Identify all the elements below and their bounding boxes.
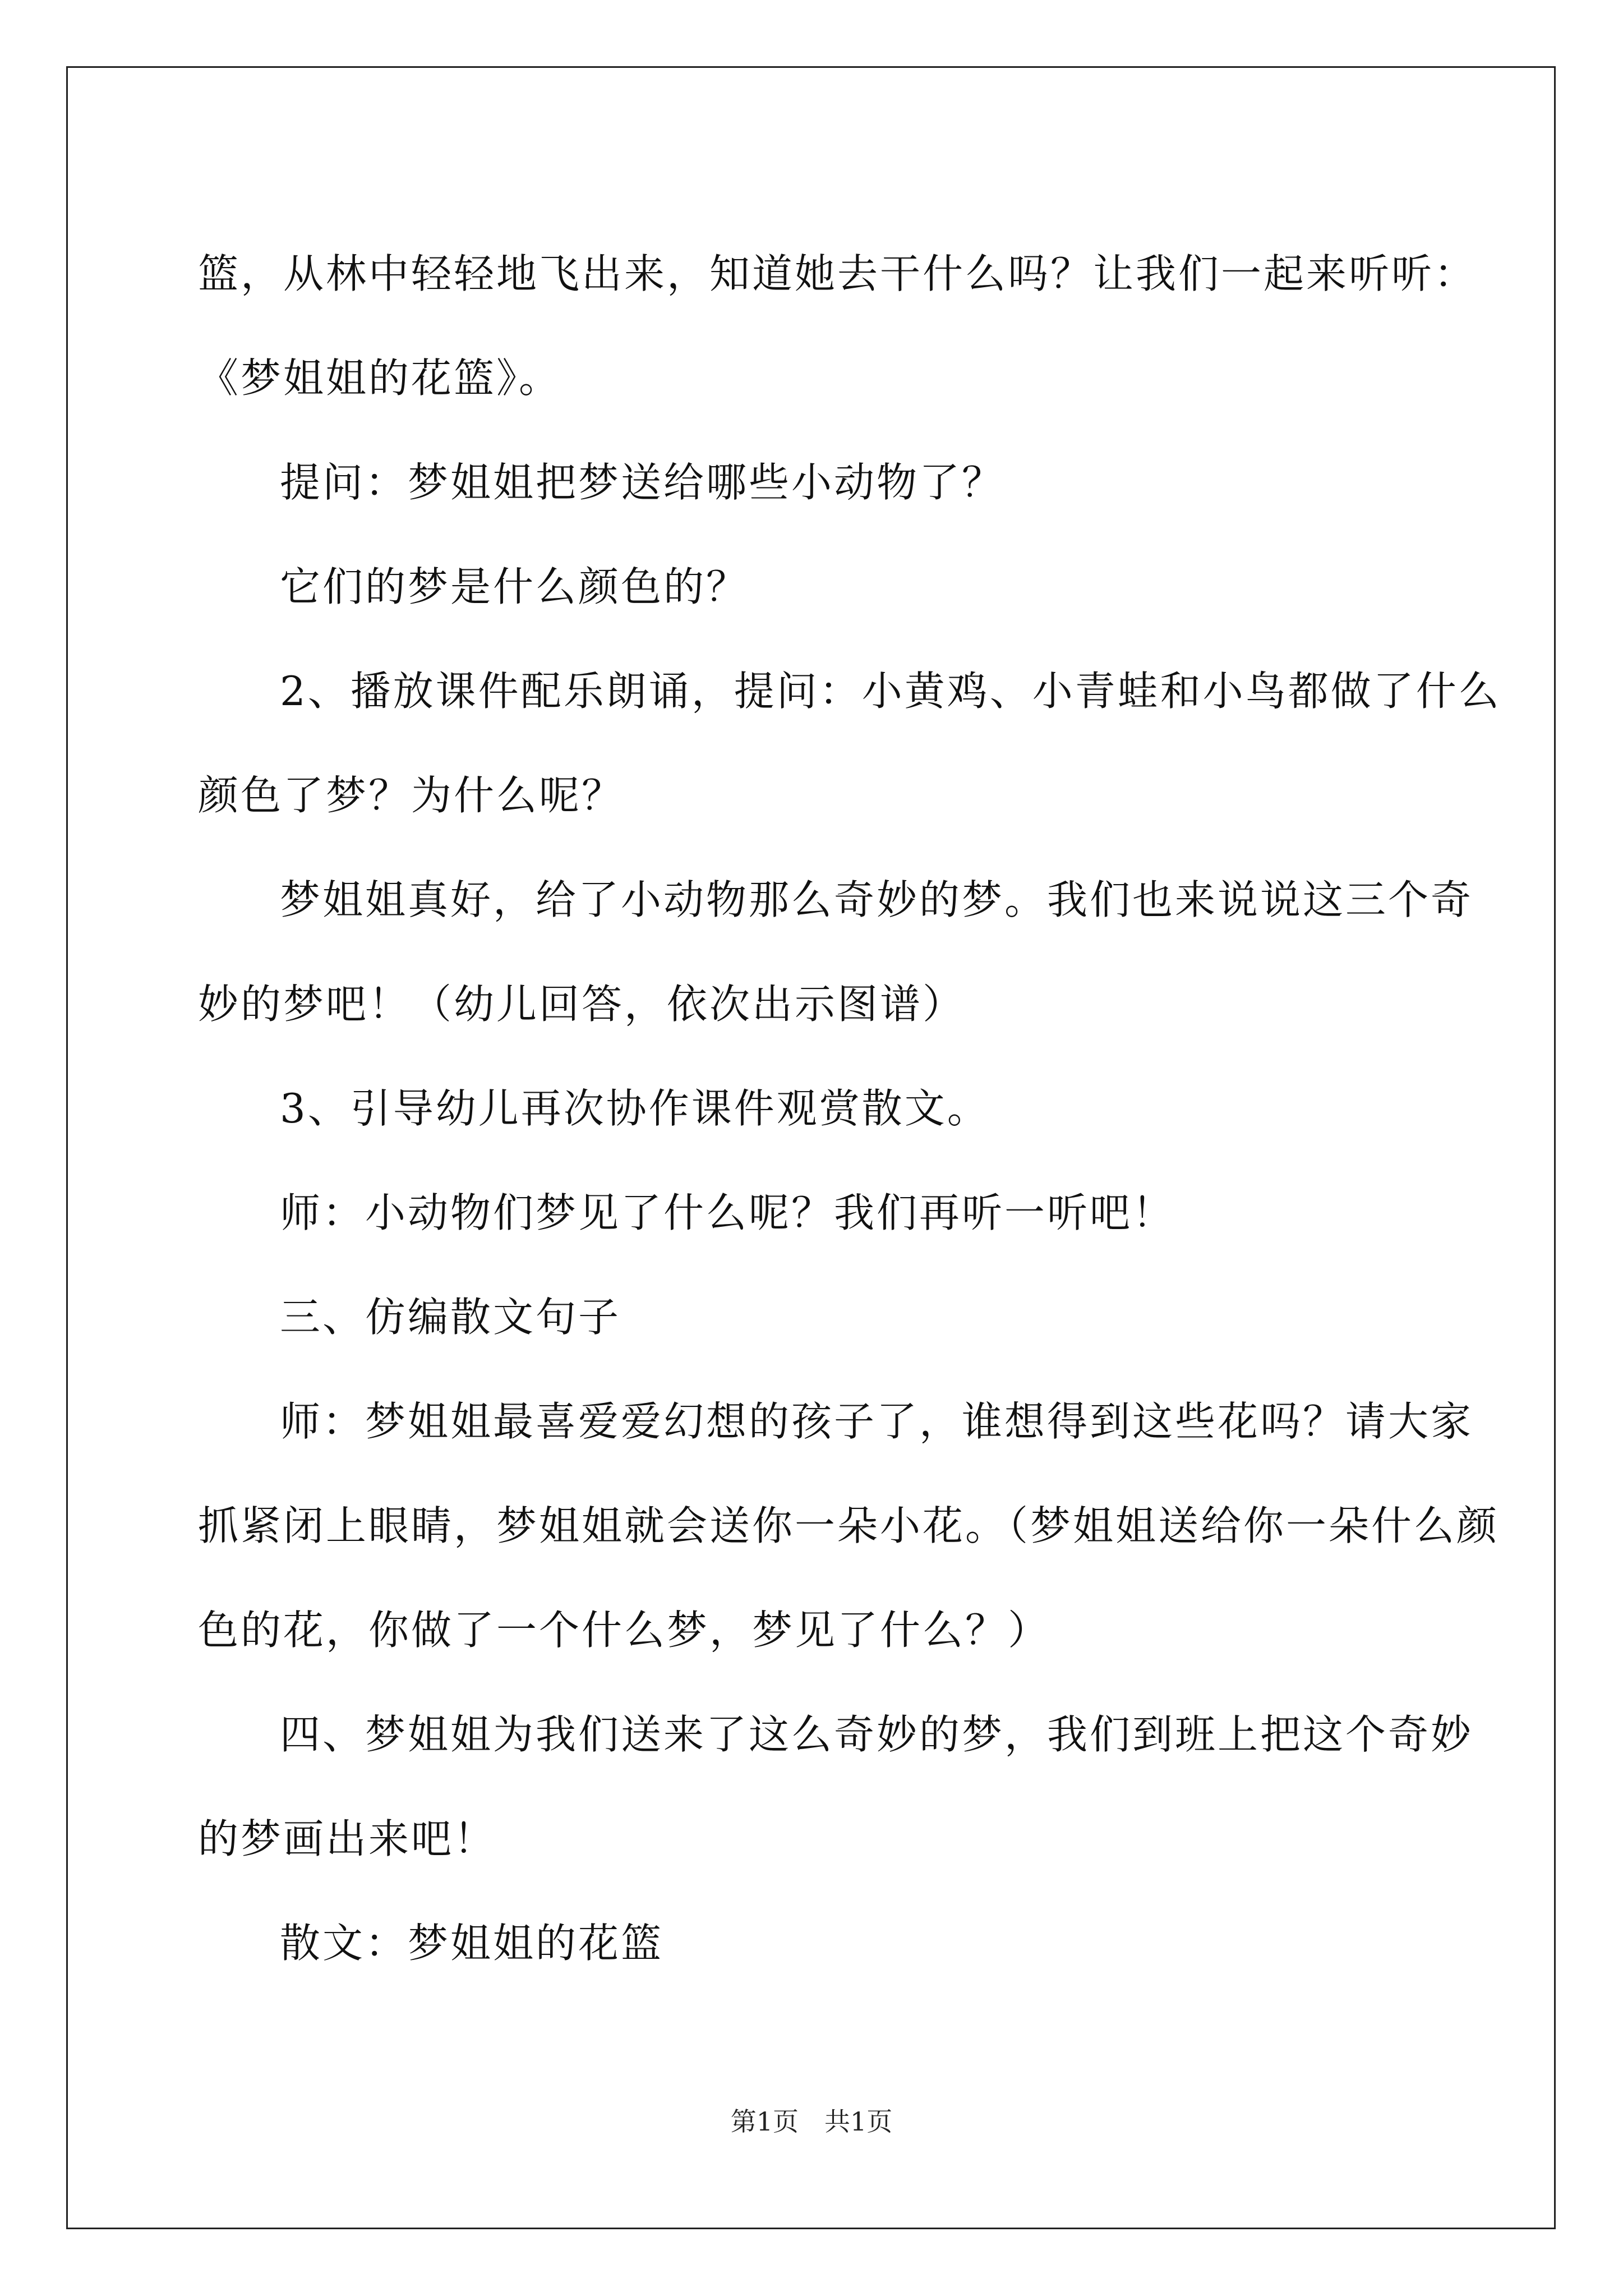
text-line: 3、引导幼儿再次协作课件观赏散文。: [280, 1085, 990, 1132]
paragraph-2: [198, 430, 1426, 535]
document-body: [198, 222, 1501, 1995]
paragraph-7: [198, 1161, 1426, 1265]
paragraph-8: [198, 1265, 1426, 1369]
paragraph-9: [198, 1369, 1500, 1682]
text-line: 《梦姐姐的花篮》。: [198, 355, 562, 402]
text-line: 提问：梦姐姐把梦送给哪些小动物了？: [280, 459, 1005, 506]
text-line: 2、播放课件配乐朗诵，提问：小黄鸡、小青蛙和小鸟都做了什么: [280, 668, 1501, 715]
text-line: 师：梦姐姐最喜爱爱幻想的孩子了，谁想得到这些花吗？请大家: [280, 1398, 1474, 1445]
page-footer: [0, 2105, 1623, 2138]
paragraph-10: [198, 1682, 1474, 1891]
page-number-current: 第1页: [730, 2106, 799, 2137]
text-line: 梦姐姐真好，给了小动物那么奇妙的梦。我们也来说说这三个奇: [280, 876, 1474, 923]
text-line: 师：小动物们梦见了什么呢？我们再听一听吧！: [280, 1189, 1175, 1236]
paragraph-11: [198, 1891, 1426, 1995]
text-line: 四、梦姐姐为我们送来了这么奇妙的梦，我们到班上把这个奇妙: [280, 1711, 1474, 1758]
text-line: 颜色了梦？为什么呢？: [198, 772, 625, 819]
text-line: 的梦画出来吧！: [198, 1815, 497, 1862]
text-line: 它们的梦是什么颜色的？: [280, 563, 749, 610]
text-line: 抓紧闭上眼睛，梦姐姐就会送你一朵小花。（梦姐姐送给你一朵什么颜: [198, 1502, 1500, 1549]
text-line: 色的花，你做了一个什么梦，梦见了什么？）: [198, 1607, 1051, 1654]
text-line: 篮，从林中轻轻地飞出来，知道她去干什么吗？让我们一起来听听：: [198, 250, 1477, 297]
paragraph-4: [198, 639, 1501, 848]
paragraph-6: [198, 1056, 1426, 1161]
paragraph-1: [198, 222, 1477, 430]
page-number-total: 共1页: [824, 2106, 893, 2137]
paragraph-5: [198, 848, 1474, 1056]
text-line: 三、仿编散文句子: [280, 1294, 621, 1341]
text-line: 妙的梦吧！（幼儿回答，依次出示图谱）: [198, 981, 966, 1028]
text-line: 散文：梦姐姐的花篮: [280, 1920, 664, 1967]
paragraph-3: [198, 535, 1426, 639]
